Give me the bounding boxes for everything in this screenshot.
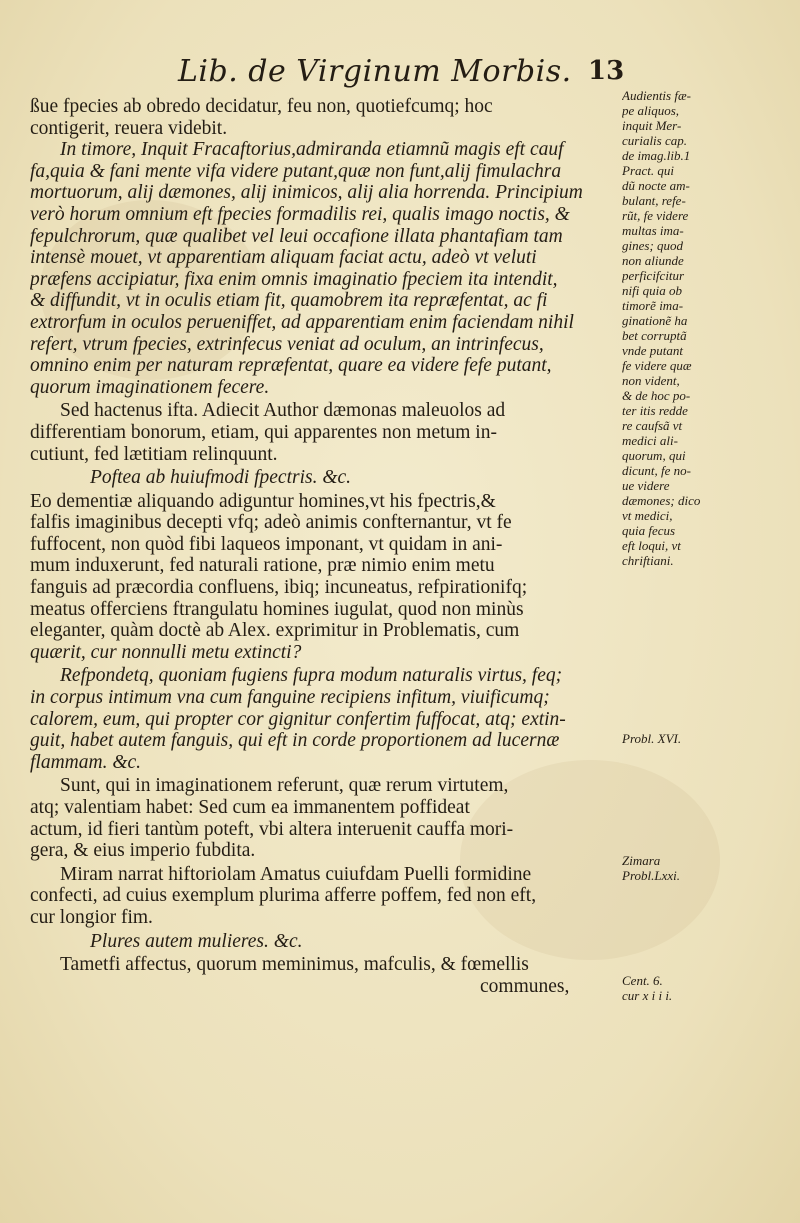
margin-note-line: Zimara	[622, 853, 661, 868]
text-line: Sunt, qui in imaginationem referunt, quæ rerum virtutem,	[60, 775, 509, 797]
text-line: guit, habet autem fanguis, qui eft in corde proportionem ad lucernæ	[30, 730, 560, 752]
margin-note-line: perficifcitur	[622, 268, 685, 283]
text-line: Tametfi affectus, quorum meminimus, mafculis, & fœmellis	[60, 954, 529, 976]
margin-note-line: ginationẽ ha	[622, 313, 688, 328]
margin-note-line: dũ nocte am-	[622, 178, 690, 193]
margin-note-line: chriftiani.	[622, 553, 674, 568]
page-number: 13	[588, 56, 625, 86]
running-header	[0, 44, 800, 90]
text-line: fuffocent, non quòd fibi laqueos imponant, vt quidam in ani-	[30, 533, 503, 555]
margin-note-line: gines; quod	[622, 238, 684, 253]
text-line: fa,quia & fani mente vifa videre putant,quæ non funt,alij fimulachra	[30, 160, 562, 182]
text-line: differentiam bonorum, etiam, qui apparentes non metum in-	[30, 421, 497, 443]
running-title: Lib. de Virginum Morbis.	[178, 54, 572, 89]
text-line: confecti, ad cuius exemplum plurima afferre poffem, fed non eft,	[30, 885, 537, 907]
text-line: fepulchrorum, quæ qualibet vel leui occafione illata phantafiam tam	[30, 225, 563, 247]
text-line: falfis imaginibus decepti vfq; adeò animis confternantur, vt fe	[30, 512, 512, 534]
margin-note-line: rũt, fe videre	[622, 208, 689, 223]
margin-note-line: Cent. 6.	[622, 973, 663, 988]
margin-note-line: medici ali-	[622, 433, 678, 448]
main-text-column	[30, 96, 616, 997]
text-line: refert, vtrum fpecies, extrinfecus veniat ad oculum, an intrinfecus,	[30, 333, 544, 355]
margin-note-zimara	[622, 853, 790, 883]
margin-note-line: Audientis fæ-	[622, 88, 691, 103]
text-line: flammam. &c.	[30, 751, 142, 773]
text-line: gera, & eius imperio fubdita.	[30, 840, 256, 862]
margin-note-line: dicunt, fe no-	[622, 463, 691, 478]
margin-note-audientis	[622, 88, 790, 568]
text-line: In timore, Inquit Fracaftorius,admiranda etiamnũ magis eft cauf	[60, 139, 564, 161]
text-line: quærit, cur nonnulli metu extincti?	[30, 641, 302, 663]
margin-note-line: Probl. XVI.	[622, 731, 682, 746]
margin-note-line: nifi quia ob	[622, 283, 682, 298]
text-line: Plures autem mulieres. &c.	[90, 930, 303, 952]
margin-note-line: & de hoc po-	[622, 388, 691, 403]
margin-note-line: non vident,	[622, 373, 680, 388]
margin-note-line: inquit Mer-	[622, 118, 682, 133]
text-line: & diffundit, vt in oculis etiam fit, quamobrem ita repræfentat, ac fi	[30, 290, 548, 312]
margin-note-line: cur x i i i.	[622, 988, 673, 1003]
margin-note-line: timorẽ ima-	[622, 298, 684, 313]
margin-note-line: vnde putant	[622, 343, 684, 358]
text-line: cutiunt, fed lætitiam relinquunt.	[30, 443, 278, 465]
text-line: eleganter, quàm doctè ab Alex. exprimitur in Problematis, cum	[30, 620, 520, 642]
margin-note-line: pe aliquos,	[622, 103, 680, 118]
text-line: atq; valentiam habet: Sed cum ea immanentem poffideat	[30, 797, 470, 818]
margin-note-line: ter itis redde	[622, 403, 688, 418]
margin-note-line: curialis cap.	[622, 133, 687, 148]
text-line: verò horum omnium eft fpecies formadilis rei, qualis imago noctis, &	[30, 203, 570, 225]
margin-note-line: quia fecus	[622, 523, 676, 538]
margin-note-line: vt medici,	[622, 508, 673, 523]
text-line: Eo dementiæ aliquando adiguntur homines,vt his fpectris,&	[30, 490, 496, 512]
text-line: mum induxerunt, fed naturali ratione, præ nimio enim metu	[30, 555, 495, 577]
margin-note-line: bet corruptã	[622, 328, 687, 343]
margin-note-line: re caufsã vt	[622, 418, 683, 433]
text-line: extrorfum in oculos perueniffet, ad apparentiam enim faciendam nihil	[30, 311, 574, 333]
text-line: in corpus intimum vna cum fanguine recipiens infitum, viuificumq;	[30, 687, 550, 709]
text-line: ßue fpecies ab obredo decidatur, feu non, quotiefcumq; hoc	[30, 96, 493, 117]
margin-note-line: fe videre quæ	[622, 358, 692, 373]
margin-note-line: quorum, qui	[622, 448, 686, 463]
text-line: communes,	[480, 975, 570, 997]
text-line: meatus offerciens ftrangulatu homines iugulat, quod non minùs	[30, 598, 524, 620]
margin-note-cent	[622, 973, 790, 1003]
text-line: quorum imaginationem fecere.	[30, 376, 270, 398]
text-line: actum, id fieri tantùm poteft, vbi altera interuenit cauffa mori-	[30, 818, 514, 840]
margin-note-line: multas ima-	[622, 223, 684, 238]
text-line: Miram narrat hiftoriolam Amatus cuiufdam Puelli formidine	[60, 863, 532, 885]
margin-note-line: de imag.lib.1	[622, 148, 691, 163]
text-line: contigerit, reuera videbit.	[30, 117, 228, 139]
text-line: fanguis ad præcordia confluens, ibiq; incuneatus, refpirationifq;	[30, 577, 528, 599]
text-line: Refpondetq, quoniam fugiens fupra modum naturalis virtus, feq;	[60, 665, 563, 687]
text-line: calorem, eum, qui propter cor gignitur confertim fuffocat, atq; extin-	[30, 708, 566, 730]
text-line: intensè mouet, vt apparentiam aliquam faciat actu, adeò vt veluti	[30, 247, 537, 269]
text-line: Sed hactenus ifta. Adiecit Author dæmonas maleuolos ad	[60, 400, 506, 422]
text-line: Poftea ab huiufmodi fpectris. &c.	[90, 467, 352, 489]
margin-note-line: eft loqui, vt	[622, 538, 681, 553]
margin-note-line: non aliunde	[622, 253, 684, 268]
margin-note-line: Probl.Lxxi.	[622, 868, 681, 883]
text-line: præfens accipiatur, fixa enim omnis imaginatio fpeciem ita intendit,	[30, 268, 558, 290]
margin-note-line: bulant, refe-	[622, 193, 686, 208]
margin-note-line: Pract. qui	[622, 163, 674, 178]
margin-note-line: ue videre	[622, 478, 670, 493]
margin-note-line: dæmones; dico	[622, 493, 701, 508]
text-line: mortuorum, alij dæmones, alij inimicos, alij alia horrenda. Principium	[30, 182, 583, 204]
margin-note-probl	[622, 731, 790, 746]
text-line: cur longior fim.	[30, 906, 153, 928]
text-line: omnino enim per naturam repræfentat, quare ea videre fefe putant,	[30, 355, 552, 377]
